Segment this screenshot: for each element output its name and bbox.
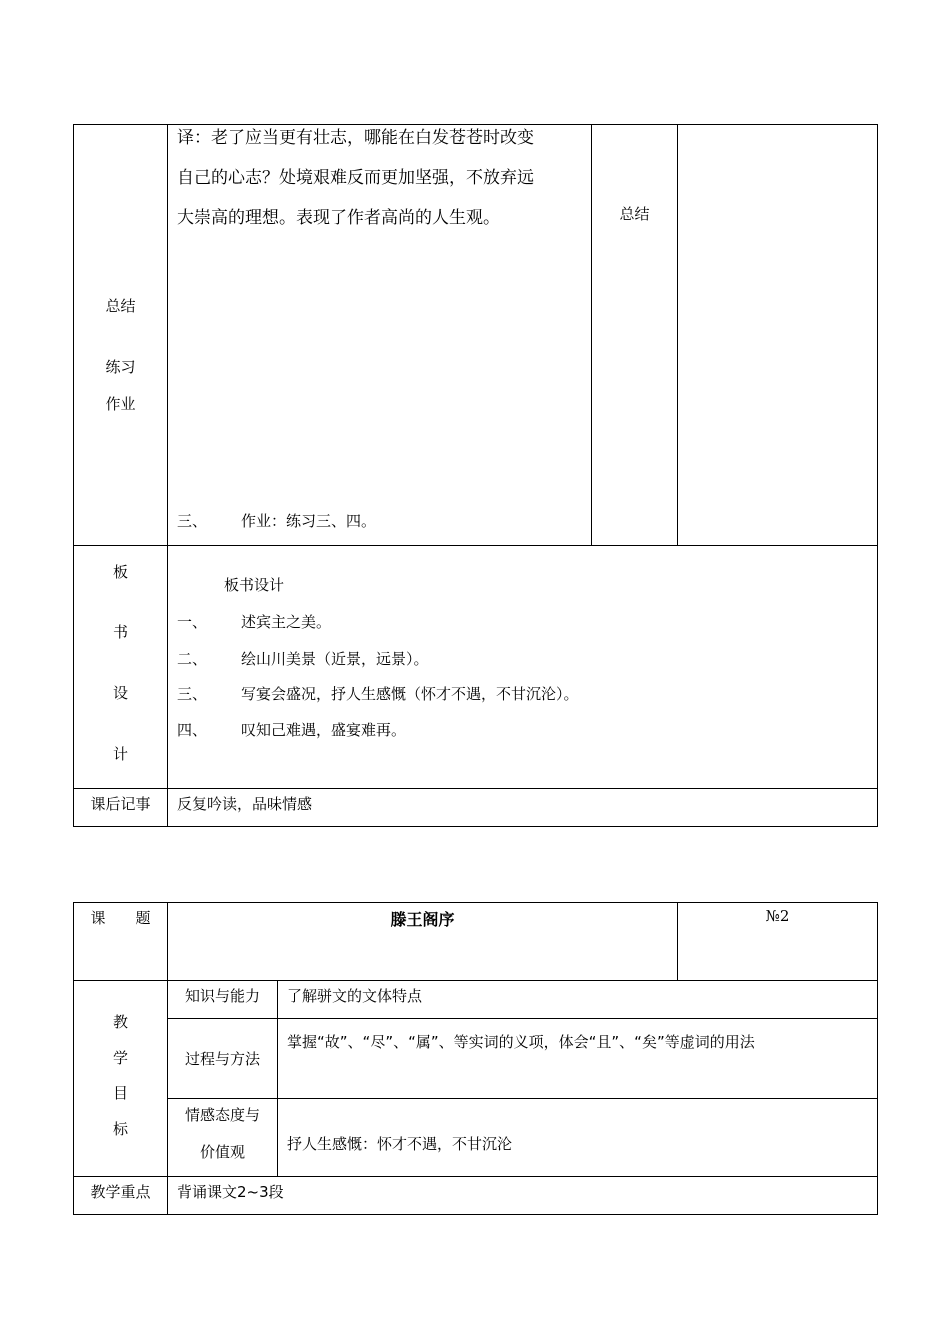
exercise-label: 练习	[105, 358, 136, 376]
homework-label: 作业	[105, 395, 136, 413]
board-item: 三、 写宴会盛况，抒人生感慨（怀才不遇，不甘沉沦）。	[177, 685, 579, 703]
board-label-char: 书	[112, 623, 128, 641]
side-summary-label: 总结	[619, 205, 650, 223]
board-item: 一、 述宾主之美。	[177, 613, 332, 631]
key-point-text: 背诵课文2~3段	[168, 1177, 878, 1215]
board-label-char: 计	[112, 745, 128, 763]
board-item: 二、 绘山川美景（近景，远景）。	[177, 650, 429, 668]
translation-line: 自己的心志？处境艰难反而更加坚强，不放弃远	[177, 168, 534, 188]
empty-notes-cell	[678, 125, 878, 546]
lesson-table-plan	[73, 902, 878, 1215]
topic-label: 课 题	[90, 909, 151, 927]
summary-content-cell	[168, 125, 592, 546]
after-class-notes-text: 反复吟读，品味情感	[168, 789, 878, 827]
goal-text-knowledge: 了解骈文的文体特点	[278, 981, 878, 1019]
board-label-cell	[74, 546, 168, 789]
translation-line: 大崇高的理想。表现了作者高尚的人生观。	[177, 208, 500, 228]
board-item: 四、 叹知己难遇，盛宴难再。	[177, 721, 407, 739]
goal-label-emotion: 情感态度与 价值观	[168, 1099, 278, 1177]
homework-item	[177, 510, 376, 531]
goals-label-char: 标	[112, 1120, 128, 1138]
lesson-number-cell	[678, 903, 878, 981]
goals-label-char: 学	[112, 1049, 128, 1067]
goals-label-char: 教	[112, 1013, 128, 1031]
lesson-title: 滕王阁序	[390, 910, 455, 929]
board-title: 板书设计	[224, 576, 285, 594]
teaching-goals-label-cell	[74, 981, 168, 1177]
summary-label-cell	[74, 125, 168, 546]
summary-label: 总结	[105, 297, 136, 315]
side-summary-cell	[592, 125, 678, 546]
homework-number: 三、	[177, 512, 208, 530]
homework-text: 作业：练习三、四。	[241, 512, 377, 530]
after-class-notes-label: 课后记事	[74, 789, 168, 827]
key-point-label: 教学重点	[74, 1177, 168, 1215]
lesson-number: №2	[765, 907, 790, 925]
topic-label-cell	[74, 903, 168, 981]
board-label-char: 设	[112, 684, 128, 702]
goal-text-process: 掌握“故”、“尽”、“属”、等实词的义项，体会“且”、“矣”等虚词的用法	[278, 1019, 878, 1099]
board-design-cell	[168, 546, 878, 789]
lesson-title-cell	[168, 903, 678, 981]
goal-label-process: 过程与方法	[168, 1019, 278, 1099]
translation-line: 译：老了应当更有壮志，哪能在白发苍苍时改变	[177, 128, 534, 148]
lesson-table-summary	[73, 124, 878, 827]
board-label-char: 板	[112, 563, 128, 581]
goal-label-knowledge: 知识与能力	[168, 981, 278, 1019]
goal-text-emotion: 抒人生感慨：怀才不遇，不甘沉沦	[278, 1099, 878, 1177]
goals-label-char: 目	[112, 1084, 128, 1102]
